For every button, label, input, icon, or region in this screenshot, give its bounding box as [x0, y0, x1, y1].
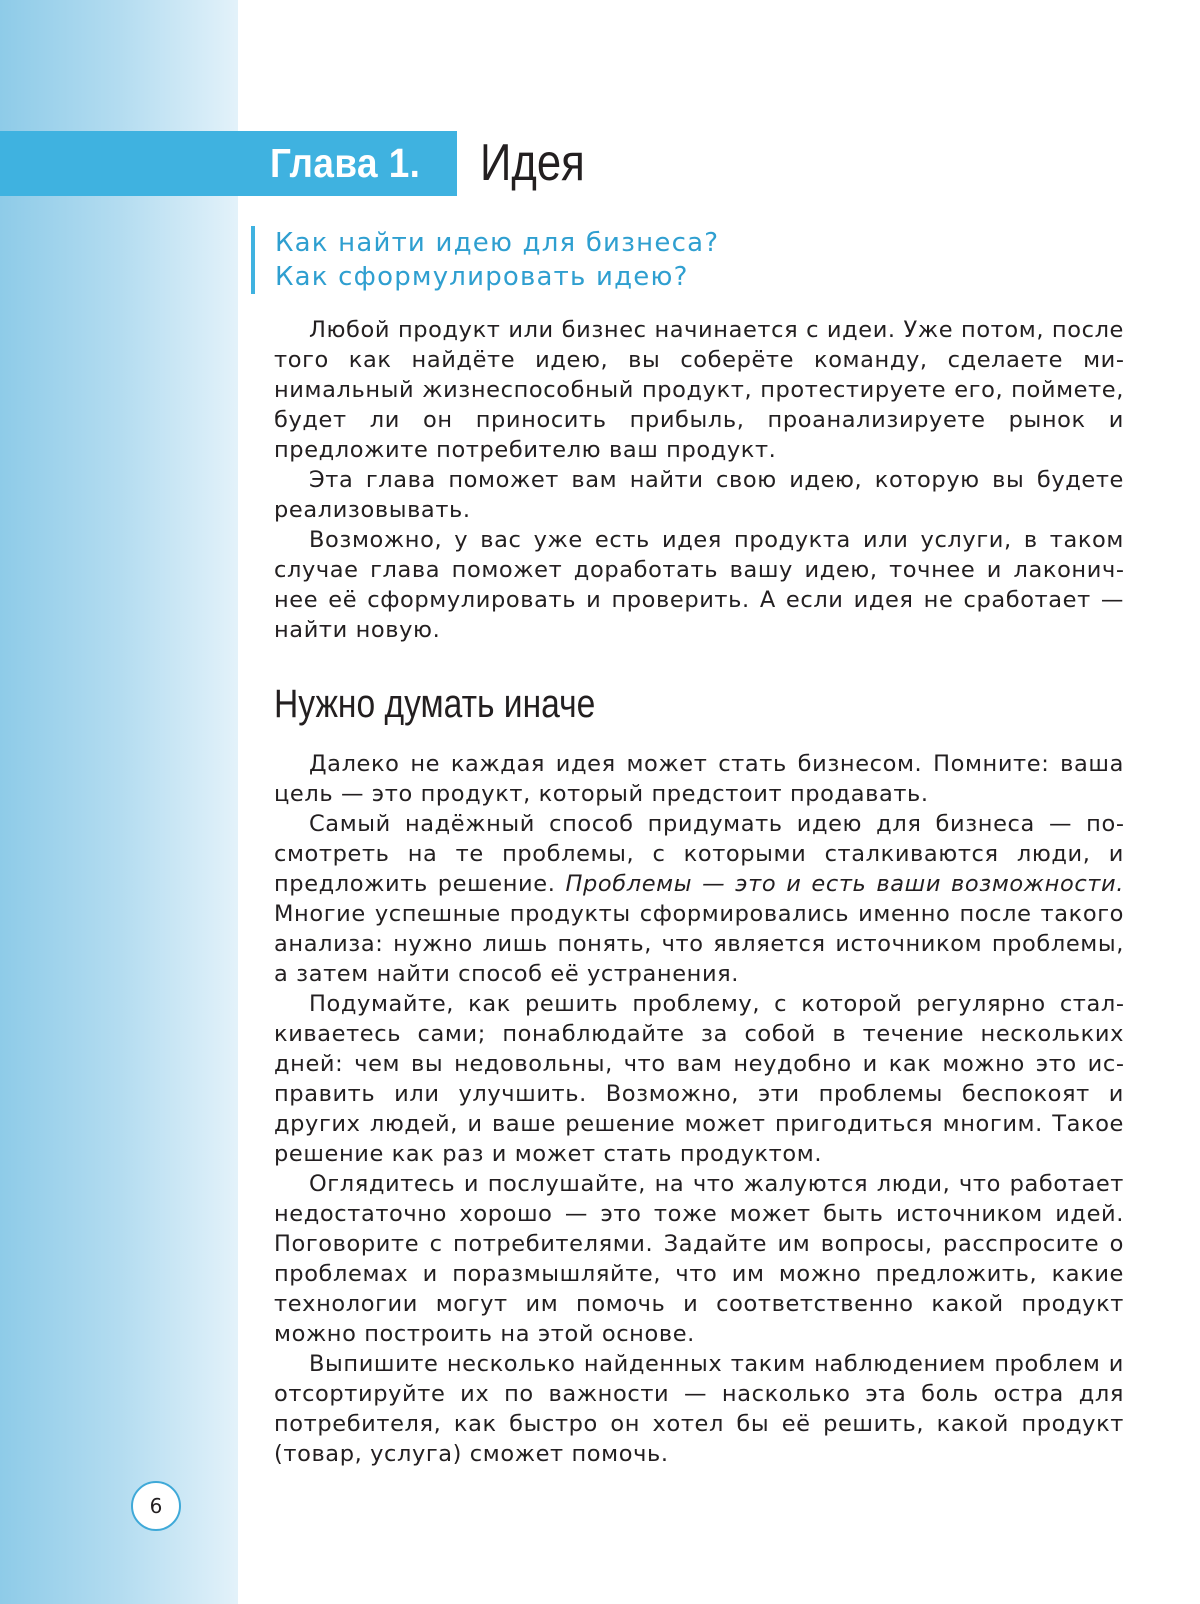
- italic-emphasis: Проблемы — это и есть ваши возможности.: [565, 871, 1124, 897]
- chapter-questions: [251, 226, 719, 294]
- section-paragraph-3: Подумайте, как решить проблему, с которой регулярно сталкиваетесь сами; понаблюдайте за собой в течение нескольких дней: чем вы недовольны, что вам неудобно и как можно это исправить или улучшить. Возможно, эти проблемы беспокоят и других людей, и ваше решение может пригодиться многим. Такое решение как раз и может стать продуктом.: [274, 991, 1124, 1167]
- question-2: Как сформулировать идею?: [275, 262, 689, 292]
- intro-paragraph-2: Эта глава поможет вам найти свою идею, которую вы будете реализовывать.: [274, 467, 1124, 523]
- chapter-title: Идея: [480, 134, 585, 192]
- section-heading: Нужно думать иначе: [274, 682, 596, 726]
- decorative-side-strip: [0, 0, 238, 1604]
- paragraph-2-start: Самый надёжный способ придумать идею для бизнеса — посмотреть на те проблемы, с которыми сталкиваются люди, и предложить решение.: [274, 811, 1124, 897]
- page-content: [274, 315, 1124, 1469]
- section-paragraph-2: [274, 809, 1124, 989]
- chapter-label: Глава 1.: [270, 140, 421, 186]
- question-1: Как найти идею для бизнеса?: [275, 228, 720, 258]
- section-paragraph-4: Оглядитесь и послушайте, на что жалуются люди, что работает недостаточно хорошо — это тоже может быть источником идей. Поговорите с потребителями. Задайте им вопросы, расспросите о проблемах и поразмышляйте, что им можно предложить, какие технологии могут им помочь и соответственно какой продукт можно построить на этой основе.: [274, 1171, 1124, 1347]
- section-paragraph-5: Выпишите несколько найденных таким наблюдением проблем и отсортируйте их по важности — насколько эта боль остра для потребителя, как быстро он хотел бы её решить, какой продукт (товар, услуга) сможет помочь.: [274, 1351, 1124, 1467]
- paragraph-2-end: Многие успешные продукты сформировались именно после такого анализа: нужно лишь понять, что является источником проблемы, а затем найти способ её устранения.: [274, 901, 1124, 987]
- section-paragraph-1: Далеко не каждая идея может стать бизнесом. Помните: ваша цель — это продукт, который предстоит продавать.: [274, 751, 1124, 807]
- page-number: 6: [131, 1481, 181, 1531]
- intro-paragraph-3: Возможно, у вас уже есть идея продукта или услуги, в таком случае глава поможет доработать вашу идею, точнее и лаконичнее её сформулировать и проверить. А если идея не сработает — найти новую.: [274, 527, 1124, 643]
- intro-paragraph-1: Любой продукт или бизнес начинается с идеи. Уже потом, после того как найдёте идею, вы соберёте команду, сделаете минимальный жизнеспособный продукт, протестируете его, поймете, будет ли он приносить прибыль, проанализируете рынок и предложите потребителю ваш продукт.: [274, 317, 1124, 463]
